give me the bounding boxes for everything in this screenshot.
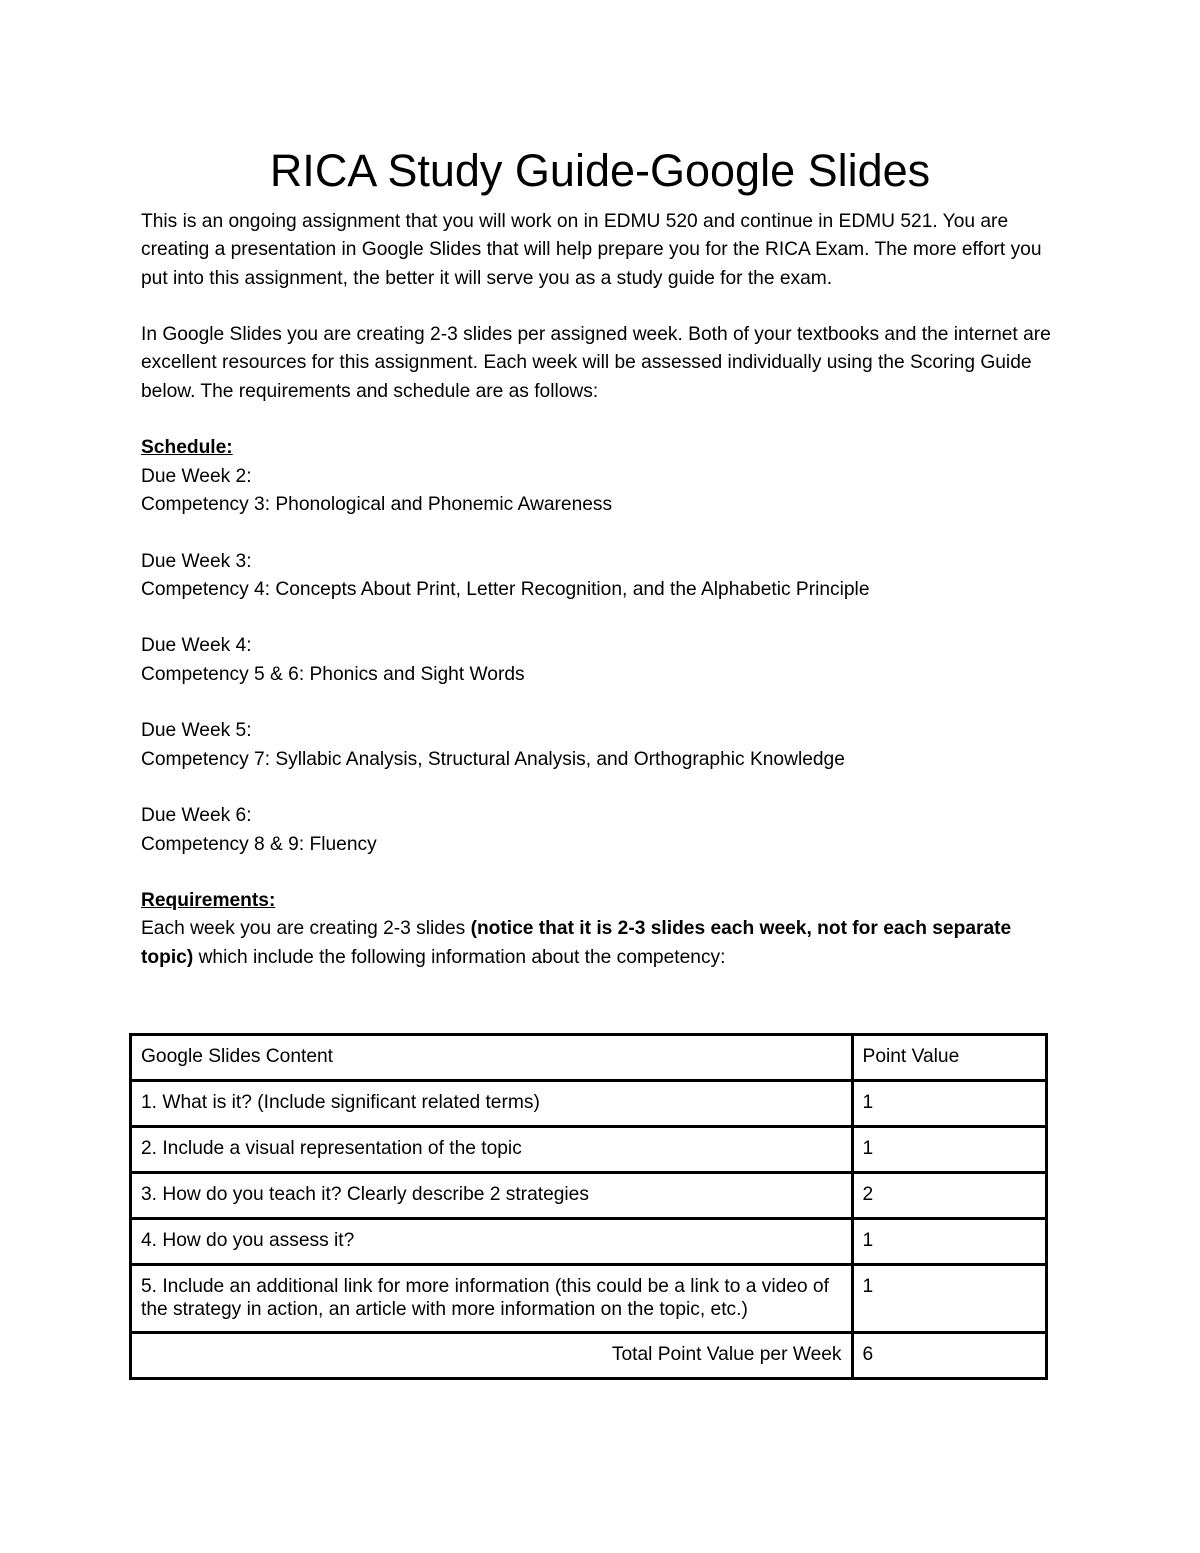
table-total-row xyxy=(131,1333,1047,1379)
total-label-cell: Total Point Value per Week xyxy=(131,1333,853,1379)
table-header-row xyxy=(131,1035,1047,1081)
content-cell: 4. How do you assess it? xyxy=(131,1219,853,1265)
intro-paragraph-1: This is an ongoing assignment that you will work on in EDMU 520 and continue in EDMU 521. You are creating a presentation in Google Slides that will help prepare you for the RICA Exam. The more effort you put into this assignment, the better it will serve you as a study guide for the exam. xyxy=(141,211,1042,289)
schedule-week-5 xyxy=(141,717,1061,774)
schedule-topic: Competency 3: Phonological and Phonemic Awareness xyxy=(141,493,613,515)
requirements-paragraph xyxy=(141,915,1061,972)
requirements-text-end: which include the following information about the competency: xyxy=(193,946,726,968)
requirements-text: Each week you are creating 2-3 slides xyxy=(141,918,471,940)
table-row xyxy=(131,1127,1047,1173)
content-cell: 5. Include an additional link for more information (this could be a link to a video of the strategy in action, an article with more information on the topic, etc.) xyxy=(131,1265,853,1333)
header-points-cell: Point Value xyxy=(852,1035,1046,1081)
content-cell: 1. What is it? (Include significant related terms) xyxy=(131,1081,853,1127)
scoring-guide-table xyxy=(129,1033,1048,1380)
schedule-topic: Competency 8 & 9: Fluency xyxy=(141,833,377,855)
table-row xyxy=(131,1173,1047,1219)
schedule-topic: Competency 4: Concepts About Print, Letter Recognition, and the Alphabetic Principle xyxy=(141,578,870,600)
points-cell: 1 xyxy=(852,1265,1046,1333)
schedule-week-4 xyxy=(141,632,1061,689)
content-cell: 2. Include a visual representation of the topic xyxy=(131,1127,853,1173)
document-body xyxy=(141,208,1061,972)
schedule-due: Due Week 4: xyxy=(141,635,252,657)
requirements-note: (notice that it is 2-3 slides each week, not for each separate topic) xyxy=(141,918,1012,968)
schedule-due: Due Week 5: xyxy=(141,720,252,742)
schedule-topic: Competency 7: Syllabic Analysis, Structural Analysis, and Orthographic Knowledge xyxy=(141,748,845,770)
schedule-heading: Schedule: xyxy=(141,437,233,459)
schedule-week-6 xyxy=(141,802,1061,859)
schedule-week-2 xyxy=(141,463,1061,520)
header-content-cell: Google Slides Content xyxy=(131,1035,853,1081)
schedule-due: Due Week 6: xyxy=(141,805,252,827)
schedule-week-3 xyxy=(141,548,1061,605)
schedule-due: Due Week 2: xyxy=(141,465,252,487)
points-cell: 1 xyxy=(852,1219,1046,1265)
total-points-cell: 6 xyxy=(852,1333,1046,1379)
content-cell: 3. How do you teach it? Clearly describe 2 strategies xyxy=(131,1173,853,1219)
schedule-due: Due Week 3: xyxy=(141,550,252,572)
intro-paragraph-2: In Google Slides you are creating 2-3 slides per assigned week. Both of your textbooks and the internet are excellent resources for this assignment. Each week will be assessed individually using the Scoring Guide below. The requirements and schedule are as follows: xyxy=(141,324,1051,402)
table-row xyxy=(131,1219,1047,1265)
table-row xyxy=(131,1081,1047,1127)
points-cell: 2 xyxy=(852,1173,1046,1219)
points-cell: 1 xyxy=(852,1127,1046,1173)
page-title: RICA Study Guide-Google Slides xyxy=(269,145,931,196)
points-cell: 1 xyxy=(852,1081,1046,1127)
requirements-heading: Requirements: xyxy=(141,890,276,912)
table-row xyxy=(131,1265,1047,1333)
schedule-topic: Competency 5 & 6: Phonics and Sight Words xyxy=(141,663,525,685)
